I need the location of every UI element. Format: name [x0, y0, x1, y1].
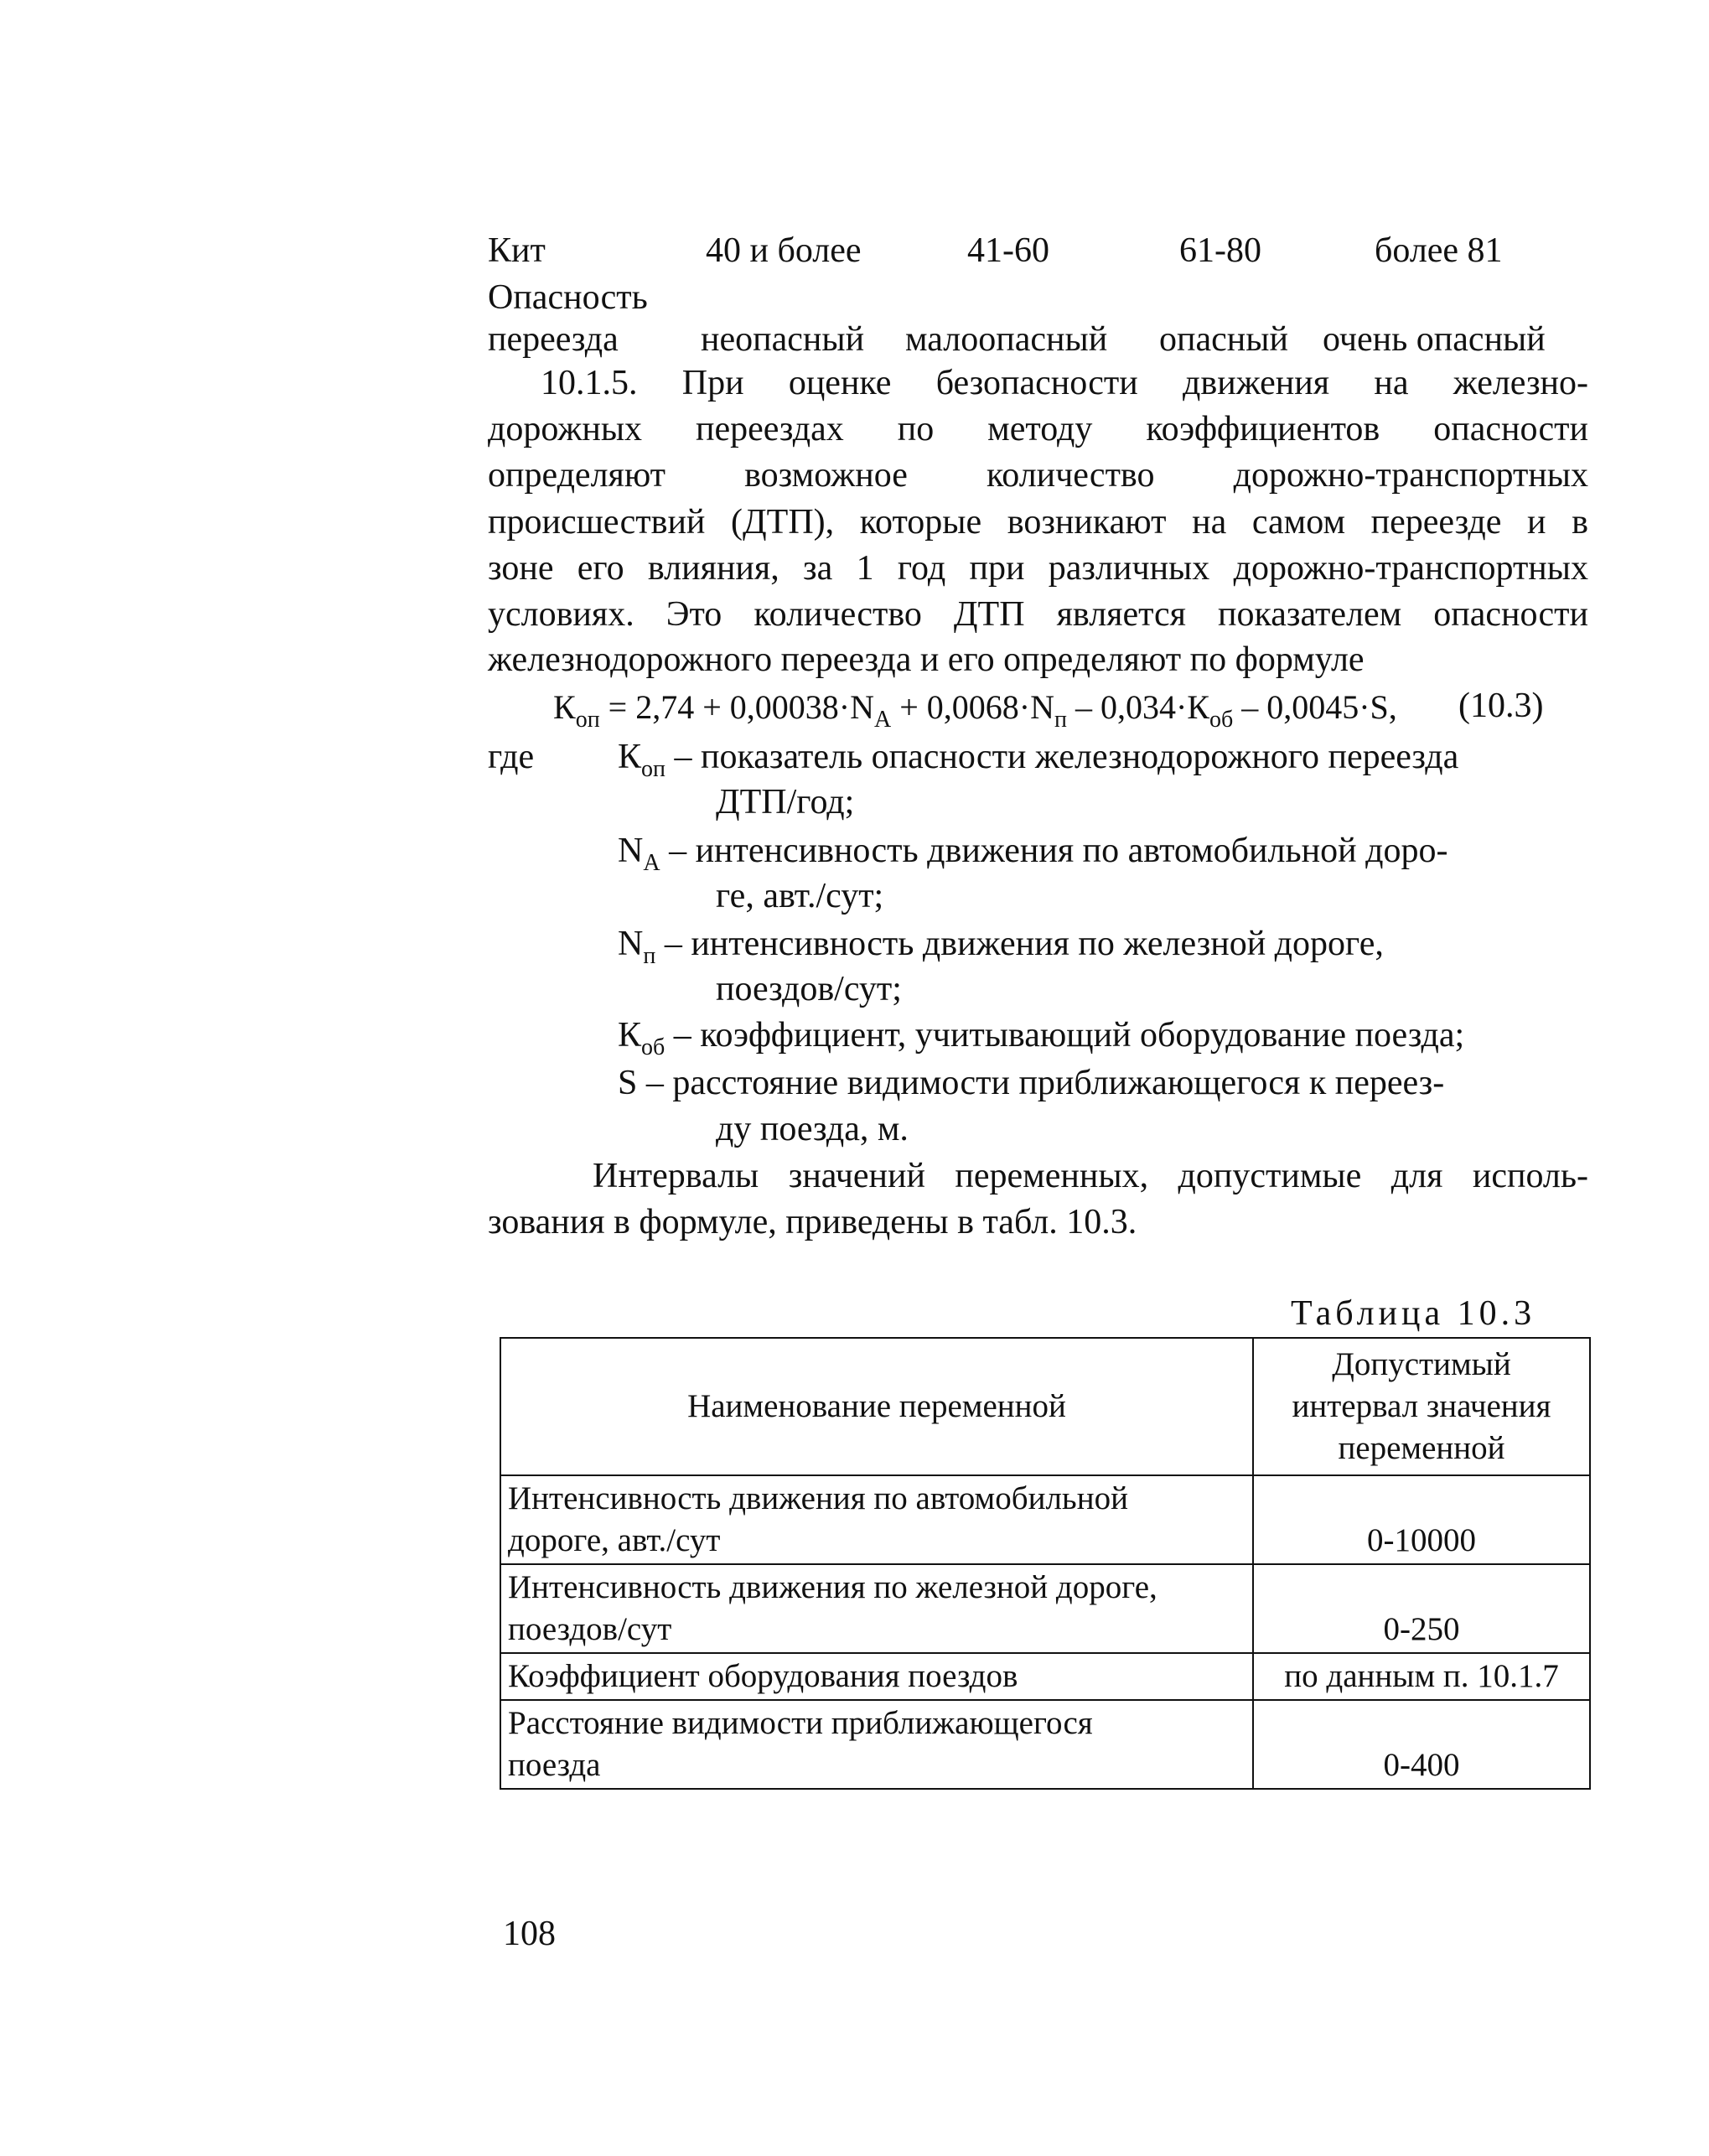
where-item-2-cont: ге, авт./сут; — [716, 877, 884, 915]
danger-value-2: малоопасный — [905, 320, 1108, 359]
where-symbol: N — [618, 832, 644, 870]
where-dash: – — [637, 1064, 673, 1102]
where-dash: – — [655, 925, 691, 963]
table-row — [500, 1700, 1590, 1789]
where-symbol-sub: оп — [641, 756, 665, 782]
header-range-line3: переменной — [1338, 1430, 1505, 1466]
paragraph-line-4: происшествий (ДТП), которые возникают на самом переезде и в — [488, 503, 1588, 542]
formula-lhs-sub: оп — [575, 707, 600, 733]
formula-part-4: – 0,0045·S, — [1233, 688, 1397, 726]
where-item-3-cont: поездов/сут; — [716, 970, 902, 1008]
danger-label-line1: Опасность — [488, 278, 648, 317]
where-word: где — [488, 738, 535, 776]
paragraph-line-1: 10.1.5. При оценке безопасности движения на железно- — [541, 364, 1588, 402]
row-range-cell: по данным п. 10.1.7 — [1253, 1653, 1590, 1700]
danger-value-1: неопасный — [701, 320, 865, 359]
where-item-5-cont: ду поезда, м. — [716, 1110, 909, 1148]
kit-value-2: 41-60 — [967, 231, 1049, 270]
where-desc-line1: интенсивность движения по автомобильной доро- — [695, 832, 1448, 870]
danger-value-3: опасный — [1159, 320, 1288, 359]
where-symbol: К — [618, 1016, 642, 1055]
kit-value-4: более 81 — [1375, 231, 1503, 270]
row-name-line1: Расстояние видимости приближающегося — [508, 1705, 1093, 1741]
row-name-cell — [500, 1475, 1253, 1564]
header-range-cell — [1253, 1338, 1590, 1475]
table-caption: Таблица 10.3 — [1291, 1294, 1536, 1333]
where-item-3 — [618, 921, 1384, 967]
where-item-1 — [618, 734, 1458, 780]
row-name-cell — [500, 1564, 1253, 1653]
row-name-line2: поезда — [508, 1747, 601, 1783]
formula-sub-3: об — [1209, 707, 1234, 733]
header-range-line2: интервал значения — [1292, 1388, 1551, 1424]
where-dash: – — [665, 738, 701, 776]
intervals-line-1: Интервалы значений переменных, допустимые для исполь- — [593, 1157, 1588, 1195]
danger-label-line2: переезда — [488, 320, 619, 359]
table-row — [500, 1564, 1590, 1653]
formula-sub-1: А — [874, 707, 892, 733]
row-name-line1: Интенсивность движения по автомобильной — [508, 1480, 1128, 1516]
row-name-cell — [500, 1700, 1253, 1789]
danger-value-4: очень опасный — [1323, 320, 1546, 359]
where-symbol: N — [618, 925, 644, 963]
formula-part-3: – 0,034·К — [1066, 688, 1209, 726]
where-symbol: К — [618, 738, 642, 776]
where-symbol-sub: п — [643, 943, 656, 969]
where-dash: – — [665, 1016, 701, 1055]
header-name: Наименование переменной — [687, 1388, 1066, 1424]
where-symbol: S — [618, 1064, 638, 1102]
header-range-line1: Допустимый — [1332, 1346, 1511, 1382]
kit-value-1: 40 и более — [706, 231, 862, 270]
paragraph-line-6: условиях. Это количество ДТП является показателем опасности — [488, 595, 1588, 634]
formula-lhs: К — [553, 688, 576, 726]
row-name-cell — [500, 1653, 1253, 1700]
header-name-cell — [500, 1338, 1253, 1475]
row-range-cell: 0-10000 — [1253, 1475, 1590, 1564]
formula-number: (10.3) — [1458, 687, 1544, 725]
where-desc-line1: интенсивность движения по железной дороге, — [691, 925, 1384, 963]
table-row — [500, 1653, 1590, 1700]
paragraph-line-3: определяют возможное количество дорожно-транспортных — [488, 456, 1588, 495]
where-item-4 — [618, 1013, 1464, 1058]
formula-part-1: = 2,74 + 0,00038·N — [599, 688, 874, 726]
row-range-cell: 0-250 — [1253, 1564, 1590, 1653]
intervals-line-2: зования в формуле, приведены в табл. 10.3. — [488, 1203, 1137, 1241]
row-range-cell: 0-400 — [1253, 1700, 1590, 1789]
kit-label: Кит — [488, 231, 546, 270]
kit-value-3: 61-80 — [1179, 231, 1261, 270]
table-header-row — [500, 1338, 1590, 1475]
where-item-5 — [618, 1060, 1444, 1106]
paragraph-line-5: зоне его влияния, за 1 год при различных дорожно-транспортных — [488, 549, 1588, 588]
where-symbol-sub: об — [641, 1034, 665, 1060]
row-name-line1: Коэффициент оборудования поездов — [508, 1658, 1018, 1694]
paragraph-line-7: железнодорожного переезда и его определяют по формуле — [488, 640, 1365, 679]
where-desc-line1: расстояние видимости приближающегося к переез- — [672, 1064, 1445, 1102]
where-item-1-cont: ДТП/год; — [716, 783, 855, 821]
row-name-line1: Интенсивность движения по железной дороге, — [508, 1569, 1157, 1605]
where-desc-line1: коэффициент, учитывающий оборудование поезда; — [700, 1016, 1465, 1055]
formula-part-2: + 0,0068·N — [891, 688, 1054, 726]
where-dash: – — [660, 832, 696, 870]
where-desc-line1: показатель опасности железнодорожного переезда — [701, 738, 1459, 776]
row-name-line2: поездов/сут — [508, 1611, 672, 1647]
formula-10-3 — [553, 685, 1397, 733]
where-item-2 — [618, 828, 1448, 876]
paragraph-line-2: дорожных переездах по методу коэффициентов опасности — [488, 410, 1588, 448]
row-name-line2: дороге, авт./сут — [508, 1522, 721, 1558]
table-row — [500, 1475, 1590, 1564]
where-symbol-sub: А — [643, 850, 660, 876]
page-number: 108 — [503, 1915, 556, 1953]
variables-table — [500, 1337, 1591, 1790]
formula-sub-2: п — [1054, 707, 1067, 733]
